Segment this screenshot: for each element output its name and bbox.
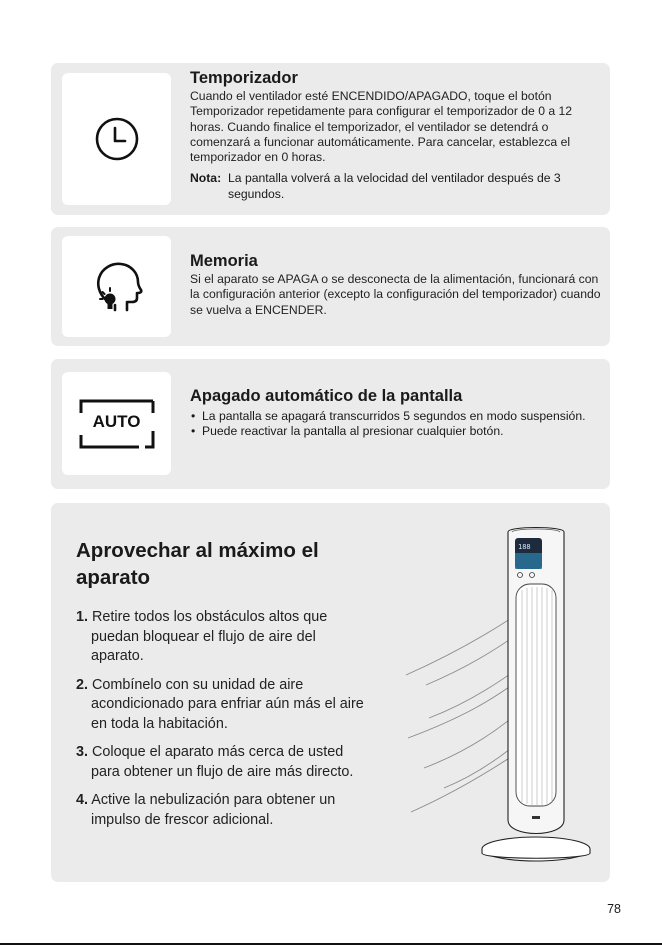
bullet-list <box>190 409 602 440</box>
section-title: Memoria <box>190 252 258 270</box>
note-label: Nota: <box>190 171 222 186</box>
auto-icon-label: AUTO <box>92 411 141 431</box>
list-item: • La pantalla se apagará transcurridos 5 segundos en modo suspensión. <box>190 409 602 424</box>
head-lightbulb-icon <box>85 255 149 319</box>
step-text: Active la nebulización para obtener un impulso de frescor adicional. <box>91 792 336 828</box>
timer-icon-box <box>62 73 171 205</box>
list-item: • Puede reactivar la pantalla al presionar cualquier botón. <box>190 424 602 439</box>
auto-icon <box>79 399 155 449</box>
page-number: 78 <box>607 902 621 916</box>
note <box>190 171 602 202</box>
tips-list <box>76 608 366 839</box>
step-number: 2. <box>76 676 89 693</box>
step-number: 3. <box>76 744 89 760</box>
tips-title: Aprovechar al máximo el aparato <box>76 539 319 589</box>
tower-fan-illustration <box>356 520 606 875</box>
tips-section <box>51 503 610 882</box>
section-body: Si el aparato se APAGA o se desconecta de la alimentación, funcionará con la configuración anterior (excepto la configuración del temporizador) cuando se vuelva a ENCENDER. <box>190 272 601 317</box>
fan-display-readout: 188 <box>518 543 531 551</box>
section-body: Cuando el ventilador esté ENCENDIDO/APAGADO, toque el botón Temporizador repetidamente para configurar el temporizador de 0 a 12 horas. Cuando finalice el temporizador, el ventilador se detendrá o comenzará a funcionar automáticamente. Para cancelar, establezca el temporizador en 0 horas. <box>190 89 573 165</box>
list-item <box>76 743 366 782</box>
auto-off-section <box>51 359 610 489</box>
clock-icon <box>94 116 140 162</box>
section-title: Temporizador <box>190 69 298 87</box>
step-text: Combínelo con su unidad de aire acondicionado para enfriar aún más el aire en toda la habitación. <box>91 676 364 732</box>
footer-rule <box>0 943 662 945</box>
memory-icon-box <box>62 236 171 337</box>
step-text: Coloque el aparato más cerca de usted para obtener un flujo de aire más directo. <box>91 744 354 780</box>
list-item <box>76 791 366 830</box>
list-item <box>76 608 366 667</box>
timer-section <box>51 63 610 215</box>
section-title: Apagado automático de la pantalla <box>190 387 463 405</box>
auto-icon-box <box>62 372 171 475</box>
list-item <box>76 676 366 735</box>
step-number: 1. <box>76 609 89 625</box>
note-text: La pantalla volverá a la velocidad del ventilador después de 3 segundos. <box>228 171 561 201</box>
memory-section <box>51 227 610 346</box>
step-number: 4. <box>76 792 89 808</box>
step-text: Retire todos los obstáculos altos que puedan bloquear el flujo de aire del aparato. <box>91 609 328 664</box>
